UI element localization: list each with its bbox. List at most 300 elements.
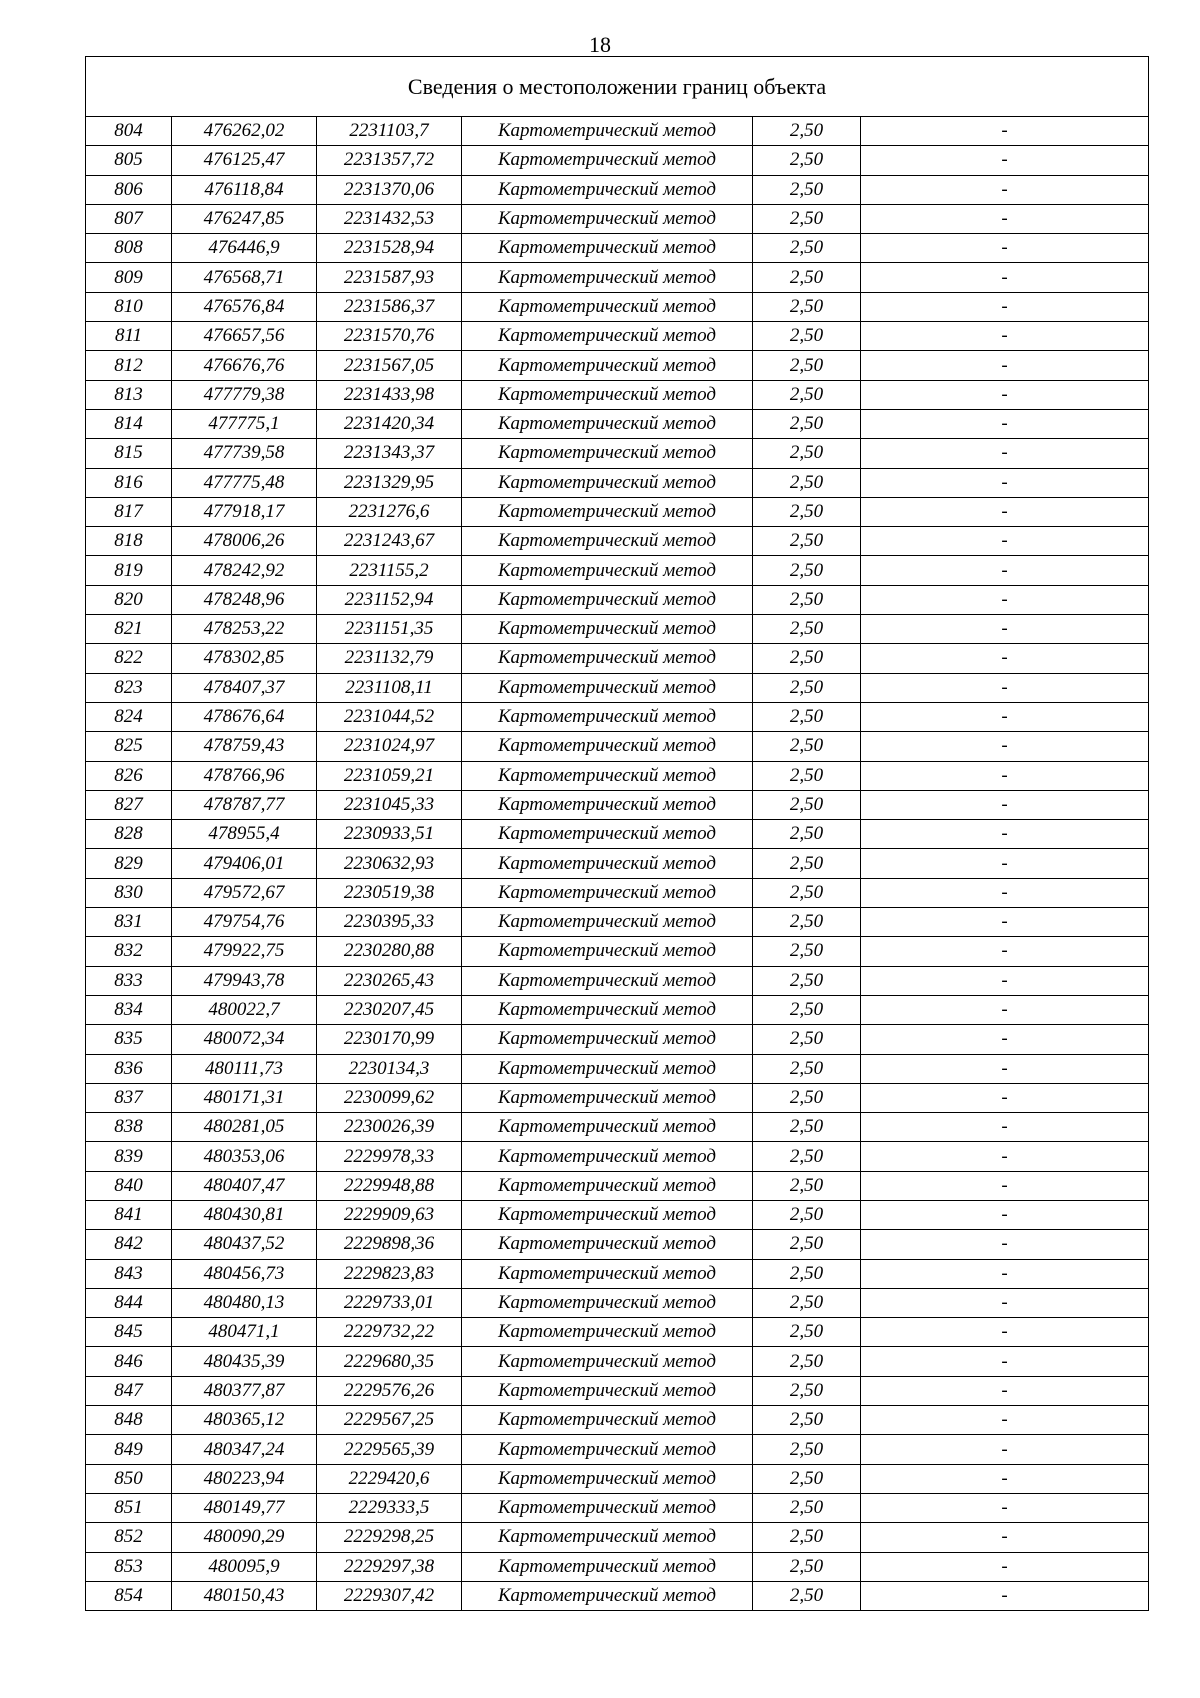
point-number-cell: 818 <box>86 527 172 556</box>
table-row <box>86 263 1149 292</box>
x-coordinate-cell: 477775,48 <box>172 468 317 497</box>
x-coordinate-cell: 480223,94 <box>172 1464 317 1493</box>
point-number-cell: 849 <box>86 1435 172 1464</box>
table-row <box>86 409 1149 438</box>
description-cell: - <box>861 1318 1149 1347</box>
x-coordinate-cell: 478955,4 <box>172 820 317 849</box>
point-number-cell: 825 <box>86 732 172 761</box>
method-cell: Картометрический метод <box>462 439 753 468</box>
table-row <box>86 146 1149 175</box>
point-number-cell: 845 <box>86 1318 172 1347</box>
method-cell: Картометрический метод <box>462 497 753 526</box>
x-coordinate-cell: 478242,92 <box>172 556 317 585</box>
description-cell: - <box>861 1083 1149 1112</box>
table-title-row <box>86 57 1149 117</box>
x-coordinate-cell: 480347,24 <box>172 1435 317 1464</box>
point-number-cell: 810 <box>86 292 172 321</box>
x-coordinate-cell: 476118,84 <box>172 175 317 204</box>
accuracy-cell: 2,50 <box>753 263 861 292</box>
description-cell: - <box>861 615 1149 644</box>
x-coordinate-cell: 479572,67 <box>172 878 317 907</box>
x-coordinate-cell: 476657,56 <box>172 322 317 351</box>
point-number-cell: 807 <box>86 204 172 233</box>
accuracy-cell: 2,50 <box>753 878 861 907</box>
description-cell: - <box>861 204 1149 233</box>
table-row <box>86 1113 1149 1142</box>
table-row <box>86 908 1149 937</box>
method-cell: Картометрический метод <box>462 1054 753 1083</box>
description-cell: - <box>861 702 1149 731</box>
y-coordinate-cell: 2229909,63 <box>317 1200 462 1229</box>
point-number-cell: 806 <box>86 175 172 204</box>
y-coordinate-cell: 2229823,83 <box>317 1259 462 1288</box>
method-cell: Картометрический метод <box>462 966 753 995</box>
method-cell: Картометрический метод <box>462 322 753 351</box>
accuracy-cell: 2,50 <box>753 1142 861 1171</box>
method-cell: Картометрический метод <box>462 1347 753 1376</box>
description-cell: - <box>861 146 1149 175</box>
x-coordinate-cell: 480480,13 <box>172 1288 317 1317</box>
point-number-cell: 836 <box>86 1054 172 1083</box>
description-cell: - <box>861 468 1149 497</box>
table-row <box>86 439 1149 468</box>
description-cell: - <box>861 1376 1149 1405</box>
point-number-cell: 809 <box>86 263 172 292</box>
table-row <box>86 702 1149 731</box>
description-cell: - <box>861 585 1149 614</box>
description-cell: - <box>861 263 1149 292</box>
x-coordinate-cell: 480456,73 <box>172 1259 317 1288</box>
table-row <box>86 849 1149 878</box>
accuracy-cell: 2,50 <box>753 1552 861 1581</box>
description-cell: - <box>861 1493 1149 1522</box>
accuracy-cell: 2,50 <box>753 1376 861 1405</box>
accuracy-cell: 2,50 <box>753 1171 861 1200</box>
table-row <box>86 351 1149 380</box>
y-coordinate-cell: 2230395,33 <box>317 908 462 937</box>
x-coordinate-cell: 479754,76 <box>172 908 317 937</box>
point-number-cell: 808 <box>86 234 172 263</box>
method-cell: Картометрический метод <box>462 702 753 731</box>
y-coordinate-cell: 2230280,88 <box>317 937 462 966</box>
point-number-cell: 840 <box>86 1171 172 1200</box>
table-row <box>86 117 1149 146</box>
point-number-cell: 823 <box>86 673 172 702</box>
x-coordinate-cell: 480430,81 <box>172 1200 317 1229</box>
table-row <box>86 380 1149 409</box>
accuracy-cell: 2,50 <box>753 585 861 614</box>
x-coordinate-cell: 476262,02 <box>172 117 317 146</box>
y-coordinate-cell: 2229732,22 <box>317 1318 462 1347</box>
y-coordinate-cell: 2229307,42 <box>317 1581 462 1610</box>
table-title: Сведения о местоположении границ объекта <box>86 57 1149 117</box>
x-coordinate-cell: 478006,26 <box>172 527 317 556</box>
accuracy-cell: 2,50 <box>753 615 861 644</box>
accuracy-cell: 2,50 <box>753 1083 861 1112</box>
y-coordinate-cell: 2229948,88 <box>317 1171 462 1200</box>
method-cell: Картометрический метод <box>462 292 753 321</box>
table-row <box>86 732 1149 761</box>
y-coordinate-cell: 2229978,33 <box>317 1142 462 1171</box>
table-row <box>86 497 1149 526</box>
x-coordinate-cell: 478787,77 <box>172 790 317 819</box>
accuracy-cell: 2,50 <box>753 908 861 937</box>
x-coordinate-cell: 480437,52 <box>172 1230 317 1259</box>
x-coordinate-cell: 476568,71 <box>172 263 317 292</box>
method-cell: Картометрический метод <box>462 849 753 878</box>
y-coordinate-cell: 2231528,94 <box>317 234 462 263</box>
method-cell: Картометрический метод <box>462 117 753 146</box>
method-cell: Картометрический метод <box>462 1171 753 1200</box>
point-number-cell: 826 <box>86 761 172 790</box>
description-cell: - <box>861 1552 1149 1581</box>
point-number-cell: 819 <box>86 556 172 585</box>
method-cell: Картометрический метод <box>462 820 753 849</box>
method-cell: Картометрический метод <box>462 673 753 702</box>
y-coordinate-cell: 2231108,11 <box>317 673 462 702</box>
y-coordinate-cell: 2231151,35 <box>317 615 462 644</box>
point-number-cell: 827 <box>86 790 172 819</box>
table-row <box>86 1523 1149 1552</box>
y-coordinate-cell: 2229298,25 <box>317 1523 462 1552</box>
x-coordinate-cell: 479406,01 <box>172 849 317 878</box>
point-number-cell: 852 <box>86 1523 172 1552</box>
table-row <box>86 1259 1149 1288</box>
table-row <box>86 1464 1149 1493</box>
table-row <box>86 615 1149 644</box>
table-row <box>86 1025 1149 1054</box>
description-cell: - <box>861 1025 1149 1054</box>
x-coordinate-cell: 480281,05 <box>172 1113 317 1142</box>
y-coordinate-cell: 2231045,33 <box>317 790 462 819</box>
table-row <box>86 1288 1149 1317</box>
x-coordinate-cell: 480471,1 <box>172 1318 317 1347</box>
description-cell: - <box>861 1435 1149 1464</box>
accuracy-cell: 2,50 <box>753 497 861 526</box>
y-coordinate-cell: 2230265,43 <box>317 966 462 995</box>
method-cell: Картометрический метод <box>462 644 753 673</box>
table-row <box>86 790 1149 819</box>
point-number-cell: 821 <box>86 615 172 644</box>
description-cell: - <box>861 292 1149 321</box>
point-number-cell: 851 <box>86 1493 172 1522</box>
x-coordinate-cell: 478248,96 <box>172 585 317 614</box>
point-number-cell: 814 <box>86 409 172 438</box>
description-cell: - <box>861 732 1149 761</box>
description-cell: - <box>861 966 1149 995</box>
method-cell: Картометрический метод <box>462 527 753 556</box>
point-number-cell: 850 <box>86 1464 172 1493</box>
description-cell: - <box>861 175 1149 204</box>
accuracy-cell: 2,50 <box>753 820 861 849</box>
method-cell: Картометрический метод <box>462 175 753 204</box>
method-cell: Картометрический метод <box>462 1230 753 1259</box>
method-cell: Картометрический метод <box>462 1083 753 1112</box>
method-cell: Картометрический метод <box>462 1200 753 1229</box>
method-cell: Картометрический метод <box>462 995 753 1024</box>
x-coordinate-cell: 480353,06 <box>172 1142 317 1171</box>
point-number-cell: 848 <box>86 1406 172 1435</box>
y-coordinate-cell: 2229333,5 <box>317 1493 462 1522</box>
method-cell: Картометрический метод <box>462 380 753 409</box>
accuracy-cell: 2,50 <box>753 175 861 204</box>
y-coordinate-cell: 2230632,93 <box>317 849 462 878</box>
method-cell: Картометрический метод <box>462 1552 753 1581</box>
point-number-cell: 846 <box>86 1347 172 1376</box>
x-coordinate-cell: 476247,85 <box>172 204 317 233</box>
accuracy-cell: 2,50 <box>753 1230 861 1259</box>
accuracy-cell: 2,50 <box>753 351 861 380</box>
method-cell: Картометрический метод <box>462 1435 753 1464</box>
table-row <box>86 673 1149 702</box>
table-row <box>86 1347 1149 1376</box>
description-cell: - <box>861 1259 1149 1288</box>
point-number-cell: 811 <box>86 322 172 351</box>
y-coordinate-cell: 2229297,38 <box>317 1552 462 1581</box>
accuracy-cell: 2,50 <box>753 409 861 438</box>
table-row <box>86 1435 1149 1464</box>
y-coordinate-cell: 2230134,3 <box>317 1054 462 1083</box>
table-row <box>86 234 1149 263</box>
point-number-cell: 824 <box>86 702 172 731</box>
method-cell: Картометрический метод <box>462 1581 753 1610</box>
description-cell: - <box>861 673 1149 702</box>
method-cell: Картометрический метод <box>462 556 753 585</box>
method-cell: Картометрический метод <box>462 1376 753 1405</box>
point-number-cell: 842 <box>86 1230 172 1259</box>
boundary-coordinates-table <box>85 56 1149 1611</box>
description-cell: - <box>861 1288 1149 1317</box>
method-cell: Картометрический метод <box>462 908 753 937</box>
accuracy-cell: 2,50 <box>753 117 861 146</box>
table-row <box>86 1493 1149 1522</box>
y-coordinate-cell: 2231024,97 <box>317 732 462 761</box>
x-coordinate-cell: 477918,17 <box>172 497 317 526</box>
method-cell: Картометрический метод <box>462 468 753 497</box>
x-coordinate-cell: 480022,7 <box>172 995 317 1024</box>
accuracy-cell: 2,50 <box>753 468 861 497</box>
method-cell: Картометрический метод <box>462 1318 753 1347</box>
description-cell: - <box>861 351 1149 380</box>
table-row <box>86 1552 1149 1581</box>
x-coordinate-cell: 480072,34 <box>172 1025 317 1054</box>
x-coordinate-cell: 478302,85 <box>172 644 317 673</box>
description-cell: - <box>861 790 1149 819</box>
y-coordinate-cell: 2231276,6 <box>317 497 462 526</box>
y-coordinate-cell: 2231155,2 <box>317 556 462 585</box>
table-row <box>86 322 1149 351</box>
accuracy-cell: 2,50 <box>753 292 861 321</box>
method-cell: Картометрический метод <box>462 1464 753 1493</box>
y-coordinate-cell: 2230026,39 <box>317 1113 462 1142</box>
method-cell: Картометрический метод <box>462 263 753 292</box>
y-coordinate-cell: 2230099,62 <box>317 1083 462 1112</box>
accuracy-cell: 2,50 <box>753 1259 861 1288</box>
point-number-cell: 831 <box>86 908 172 937</box>
point-number-cell: 822 <box>86 644 172 673</box>
description-cell: - <box>861 527 1149 556</box>
point-number-cell: 833 <box>86 966 172 995</box>
method-cell: Картометрический метод <box>462 1523 753 1552</box>
point-number-cell: 854 <box>86 1581 172 1610</box>
table-row <box>86 585 1149 614</box>
y-coordinate-cell: 2231329,95 <box>317 468 462 497</box>
method-cell: Картометрический метод <box>462 351 753 380</box>
point-number-cell: 817 <box>86 497 172 526</box>
table-row <box>86 1230 1149 1259</box>
description-cell: - <box>861 908 1149 937</box>
accuracy-cell: 2,50 <box>753 146 861 175</box>
accuracy-cell: 2,50 <box>753 1054 861 1083</box>
method-cell: Картометрический метод <box>462 1493 753 1522</box>
point-number-cell: 804 <box>86 117 172 146</box>
accuracy-cell: 2,50 <box>753 1435 861 1464</box>
table-row <box>86 878 1149 907</box>
table-row <box>86 527 1149 556</box>
point-number-cell: 816 <box>86 468 172 497</box>
table-row <box>86 820 1149 849</box>
accuracy-cell: 2,50 <box>753 322 861 351</box>
x-coordinate-cell: 478766,96 <box>172 761 317 790</box>
point-number-cell: 839 <box>86 1142 172 1171</box>
table-row <box>86 1142 1149 1171</box>
x-coordinate-cell: 480377,87 <box>172 1376 317 1405</box>
accuracy-cell: 2,50 <box>753 673 861 702</box>
method-cell: Картометрический метод <box>462 790 753 819</box>
description-cell: - <box>861 849 1149 878</box>
method-cell: Картометрический метод <box>462 937 753 966</box>
point-number-cell: 829 <box>86 849 172 878</box>
table-row <box>86 175 1149 204</box>
accuracy-cell: 2,50 <box>753 1406 861 1435</box>
table-row <box>86 644 1149 673</box>
accuracy-cell: 2,50 <box>753 234 861 263</box>
method-cell: Картометрический метод <box>462 409 753 438</box>
x-coordinate-cell: 480149,77 <box>172 1493 317 1522</box>
method-cell: Картометрический метод <box>462 761 753 790</box>
y-coordinate-cell: 2229898,36 <box>317 1230 462 1259</box>
table-row <box>86 292 1149 321</box>
description-cell: - <box>861 234 1149 263</box>
y-coordinate-cell: 2231432,53 <box>317 204 462 233</box>
y-coordinate-cell: 2231343,37 <box>317 439 462 468</box>
accuracy-cell: 2,50 <box>753 966 861 995</box>
table-body <box>86 117 1149 1611</box>
x-coordinate-cell: 476446,9 <box>172 234 317 263</box>
table-row <box>86 204 1149 233</box>
description-cell: - <box>861 1200 1149 1229</box>
table-row <box>86 1083 1149 1112</box>
method-cell: Картометрический метод <box>462 1406 753 1435</box>
accuracy-cell: 2,50 <box>753 439 861 468</box>
accuracy-cell: 2,50 <box>753 732 861 761</box>
accuracy-cell: 2,50 <box>753 380 861 409</box>
table-row <box>86 1406 1149 1435</box>
description-cell: - <box>861 556 1149 585</box>
point-number-cell: 828 <box>86 820 172 849</box>
point-number-cell: 841 <box>86 1200 172 1229</box>
table-row <box>86 1171 1149 1200</box>
x-coordinate-cell: 477779,38 <box>172 380 317 409</box>
accuracy-cell: 2,50 <box>753 1493 861 1522</box>
y-coordinate-cell: 2229680,35 <box>317 1347 462 1376</box>
accuracy-cell: 2,50 <box>753 1113 861 1142</box>
y-coordinate-cell: 2229576,26 <box>317 1376 462 1405</box>
y-coordinate-cell: 2231370,06 <box>317 175 462 204</box>
accuracy-cell: 2,50 <box>753 527 861 556</box>
accuracy-cell: 2,50 <box>753 1347 861 1376</box>
method-cell: Картометрический метод <box>462 1142 753 1171</box>
y-coordinate-cell: 2230207,45 <box>317 995 462 1024</box>
point-number-cell: 837 <box>86 1083 172 1112</box>
table-row <box>86 1054 1149 1083</box>
y-coordinate-cell: 2230519,38 <box>317 878 462 907</box>
y-coordinate-cell: 2229567,25 <box>317 1406 462 1435</box>
x-coordinate-cell: 480171,31 <box>172 1083 317 1112</box>
y-coordinate-cell: 2229420,6 <box>317 1464 462 1493</box>
description-cell: - <box>861 380 1149 409</box>
accuracy-cell: 2,50 <box>753 1288 861 1317</box>
y-coordinate-cell: 2231433,98 <box>317 380 462 409</box>
point-number-cell: 813 <box>86 380 172 409</box>
description-cell: - <box>861 322 1149 351</box>
y-coordinate-cell: 2231132,79 <box>317 644 462 673</box>
x-coordinate-cell: 476125,47 <box>172 146 317 175</box>
method-cell: Картометрический метод <box>462 1259 753 1288</box>
x-coordinate-cell: 479922,75 <box>172 937 317 966</box>
point-number-cell: 832 <box>86 937 172 966</box>
description-cell: - <box>861 1581 1149 1610</box>
point-number-cell: 812 <box>86 351 172 380</box>
accuracy-cell: 2,50 <box>753 1581 861 1610</box>
y-coordinate-cell: 2231152,94 <box>317 585 462 614</box>
y-coordinate-cell: 2231570,76 <box>317 322 462 351</box>
accuracy-cell: 2,50 <box>753 1523 861 1552</box>
x-coordinate-cell: 478253,22 <box>172 615 317 644</box>
description-cell: - <box>861 439 1149 468</box>
y-coordinate-cell: 2231567,05 <box>317 351 462 380</box>
x-coordinate-cell: 480111,73 <box>172 1054 317 1083</box>
x-coordinate-cell: 478407,37 <box>172 673 317 702</box>
description-cell: - <box>861 644 1149 673</box>
point-number-cell: 844 <box>86 1288 172 1317</box>
description-cell: - <box>861 1142 1149 1171</box>
method-cell: Картометрический метод <box>462 732 753 761</box>
x-coordinate-cell: 478676,64 <box>172 702 317 731</box>
description-cell: - <box>861 1230 1149 1259</box>
description-cell: - <box>861 995 1149 1024</box>
x-coordinate-cell: 478759,43 <box>172 732 317 761</box>
accuracy-cell: 2,50 <box>753 644 861 673</box>
description-cell: - <box>861 1171 1149 1200</box>
accuracy-cell: 2,50 <box>753 204 861 233</box>
table-row <box>86 1581 1149 1610</box>
description-cell: - <box>861 1523 1149 1552</box>
y-coordinate-cell: 2230170,99 <box>317 1025 462 1054</box>
x-coordinate-cell: 479943,78 <box>172 966 317 995</box>
table-row <box>86 966 1149 995</box>
description-cell: - <box>861 878 1149 907</box>
accuracy-cell: 2,50 <box>753 1464 861 1493</box>
accuracy-cell: 2,50 <box>753 556 861 585</box>
table-row <box>86 1200 1149 1229</box>
description-cell: - <box>861 1113 1149 1142</box>
y-coordinate-cell: 2229733,01 <box>317 1288 462 1317</box>
accuracy-cell: 2,50 <box>753 1200 861 1229</box>
method-cell: Картометрический метод <box>462 1288 753 1317</box>
y-coordinate-cell: 2231586,37 <box>317 292 462 321</box>
method-cell: Картометрический метод <box>462 1113 753 1142</box>
